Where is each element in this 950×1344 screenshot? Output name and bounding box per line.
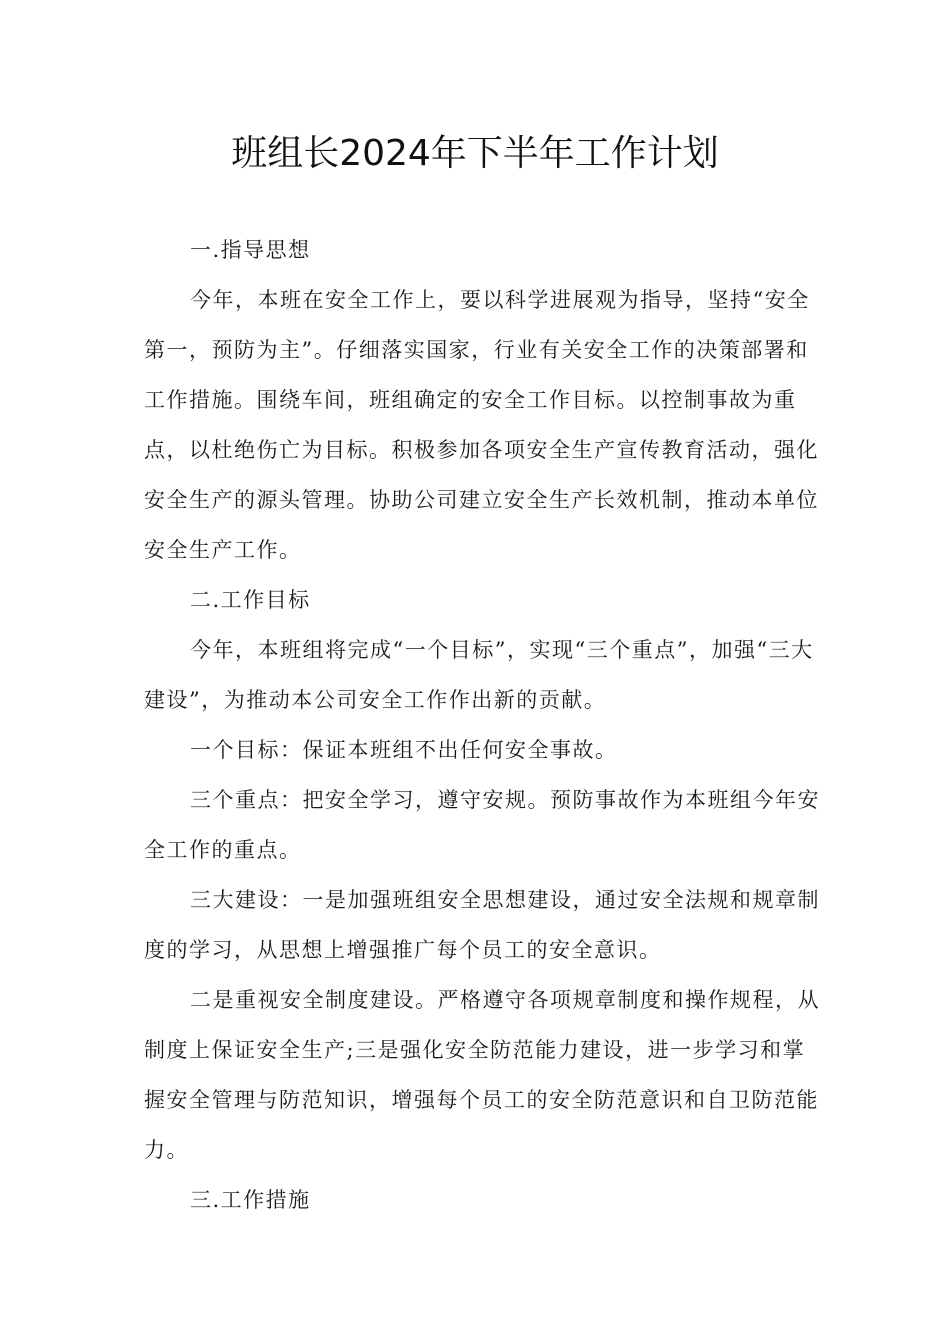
paragraph-guiding-ideology: 今年，本班在安全工作上，要以科学进展观为指导，坚持“安全第一，预防为主”。仔细落实国家，行业有关安全工作的决策部署和工作措施。围绕车间，班组确定的安全工作目标。以控制事故为重点，以杜绝伤亡为目标。积极参加各项安全生产宣传教育活动，强化安全生产的源头管理。协助公司建立安全生产长效机制，推动本单位安全生产工作。 xyxy=(144,288,819,562)
paragraph-three-constructions: 三大建设：一是加强班组安全思想建设，通过安全法规和规章制度的学习，从思想上增强推广每个员工的安全意识。 xyxy=(144,888,820,962)
paragraph-system-construction: 二是重视安全制度建设。严格遵守各项规章制度和操作规程，从制度上保证安全生产;三是强化安全防范能力建设，进一步学习和掌握安全管理与防范知识，增强每个员工的安全防范意识和自卫防范能力。 xyxy=(144,988,820,1162)
document-body xyxy=(144,225,820,1225)
section-heading-guiding-ideology: 一.指导思想 xyxy=(190,238,311,262)
document-title: 班组长2024年下半年工作计划 xyxy=(231,133,719,174)
paragraph-work-goals-intro: 今年，本班组将完成“一个目标”，实现“三个重点”，加强“三大建设”，为推动本公司安全工作作出新的贡献。 xyxy=(144,638,814,712)
paragraph-one-goal: 一个目标：保证本班组不出任何安全事故。 xyxy=(190,738,618,762)
section-heading-work-goals: 二.工作目标 xyxy=(190,588,311,612)
paragraph-three-focuses: 三个重点：把安全学习，遵守安规。预防事故作为本班组今年安全工作的重点。 xyxy=(144,788,820,862)
section-heading-work-measures: 三.工作措施 xyxy=(190,1188,311,1212)
